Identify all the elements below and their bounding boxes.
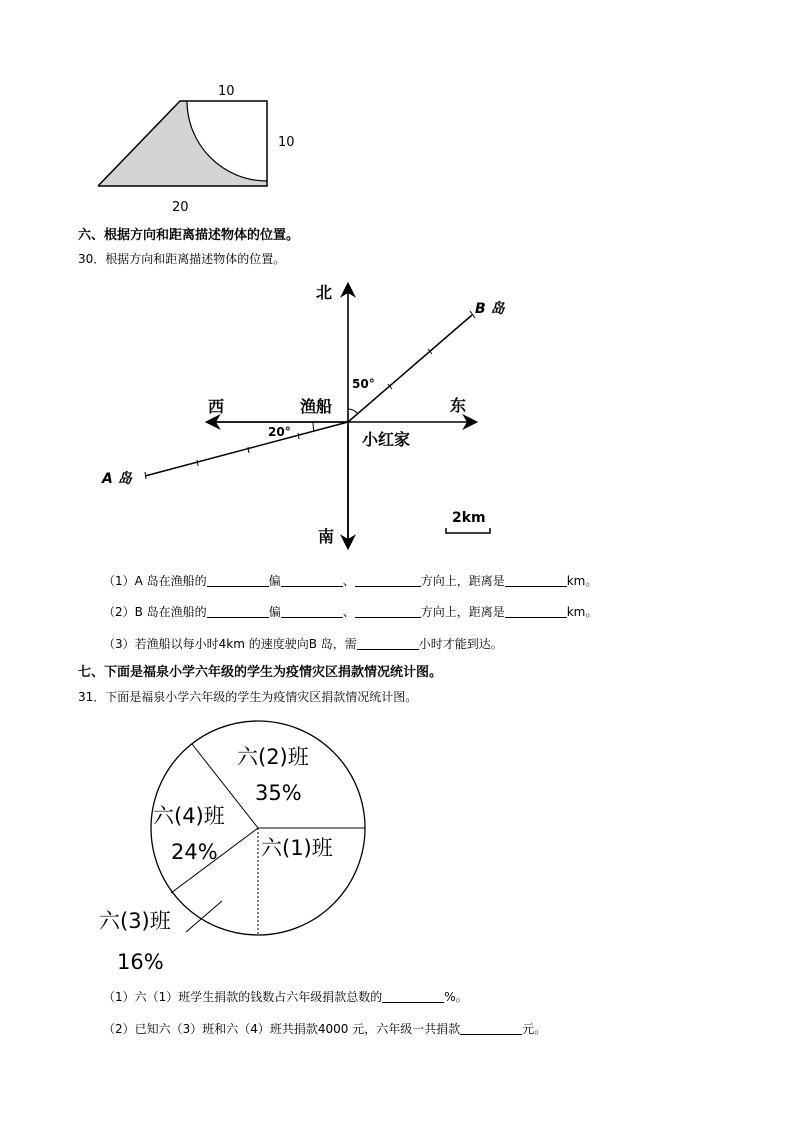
angle-a-label: 20° [268, 425, 291, 439]
angle-b-label: 50° [352, 377, 375, 391]
east-label: 东 [450, 396, 467, 415]
answer-blank[interactable] [207, 573, 269, 587]
geometry-figure [90, 80, 320, 220]
south-label: 南 [318, 527, 335, 546]
c3-name: 六(3)班 [99, 909, 171, 933]
island-b-label: B 岛 [475, 301, 505, 317]
question-30: 30．根据方向和距离描述物体的位置。 [78, 252, 286, 266]
answer-blank[interactable] [382, 989, 444, 1003]
q30-item-1: （1）A 岛在渔船的 偏 、 方向上，距离是 km。 [103, 574, 598, 588]
tick-a-end [145, 472, 146, 479]
answer-blank[interactable] [357, 636, 419, 650]
c1-name: 六(1)班 [261, 836, 333, 860]
answer-blank[interactable] [281, 604, 343, 618]
answer-blank[interactable] [505, 573, 567, 587]
shaded-region [98, 101, 267, 186]
section6-title: 六、根据方向和距离描述物体的位置。 [78, 228, 300, 243]
q30-item-3: （3）若渔船以每小时4km 的速度驶向B 岛，需 小时才能到达。 [103, 637, 503, 651]
answer-blank[interactable] [505, 604, 567, 618]
answer-blank[interactable] [207, 604, 269, 618]
q31-item-2: （2）已知六（3）班和六（4）班共捐款4000 元，六年级一共捐款 元。 [103, 1022, 547, 1036]
c4-pct: 24% [171, 840, 218, 864]
answer-blank[interactable] [355, 573, 421, 587]
answer-blank[interactable] [355, 604, 421, 618]
q31-item-1: （1）六（1）班学生捐款的钱数占六年级捐款总数的 %。 [103, 990, 468, 1004]
home-label: 小红家 [362, 430, 411, 449]
tick-a-1 [298, 433, 299, 439]
c2-name: 六(2)班 [237, 745, 309, 769]
section7-title: 七、下面是福泉小学六年级的学生为疫情灾区捐款情况统计图。 [78, 665, 443, 680]
c2-pct: 35% [255, 781, 302, 805]
boat-label: 渔船 [300, 397, 333, 416]
scale-label: 2km [452, 510, 486, 526]
q30-item-2: （2）B 岛在渔船的 偏 、 方向上，距离是 km。 [103, 605, 598, 619]
angle-arc-a [313, 422, 314, 431]
c3-pct: 16% [117, 950, 164, 974]
answer-blank[interactable] [281, 573, 343, 587]
donation-pie-chart [95, 712, 385, 982]
question-31: 31．下面是福泉小学六年级的学生为疫情灾区捐款情况统计图。 [78, 690, 418, 704]
ray-to-a [145, 422, 348, 476]
tick-a-3 [197, 460, 198, 466]
c4-name: 六(4)班 [153, 804, 225, 828]
north-label: 北 [316, 283, 333, 302]
label-top: 10 [218, 84, 235, 99]
answer-blank[interactable] [460, 1021, 522, 1035]
label-right: 10 [278, 135, 295, 150]
west-label: 西 [208, 397, 225, 416]
angle-arc-b [348, 409, 358, 414]
label-bottom: 20 [172, 200, 189, 215]
direction-map [90, 275, 540, 560]
scale-bar [446, 528, 490, 533]
island-a-label: A 岛 [102, 471, 132, 487]
